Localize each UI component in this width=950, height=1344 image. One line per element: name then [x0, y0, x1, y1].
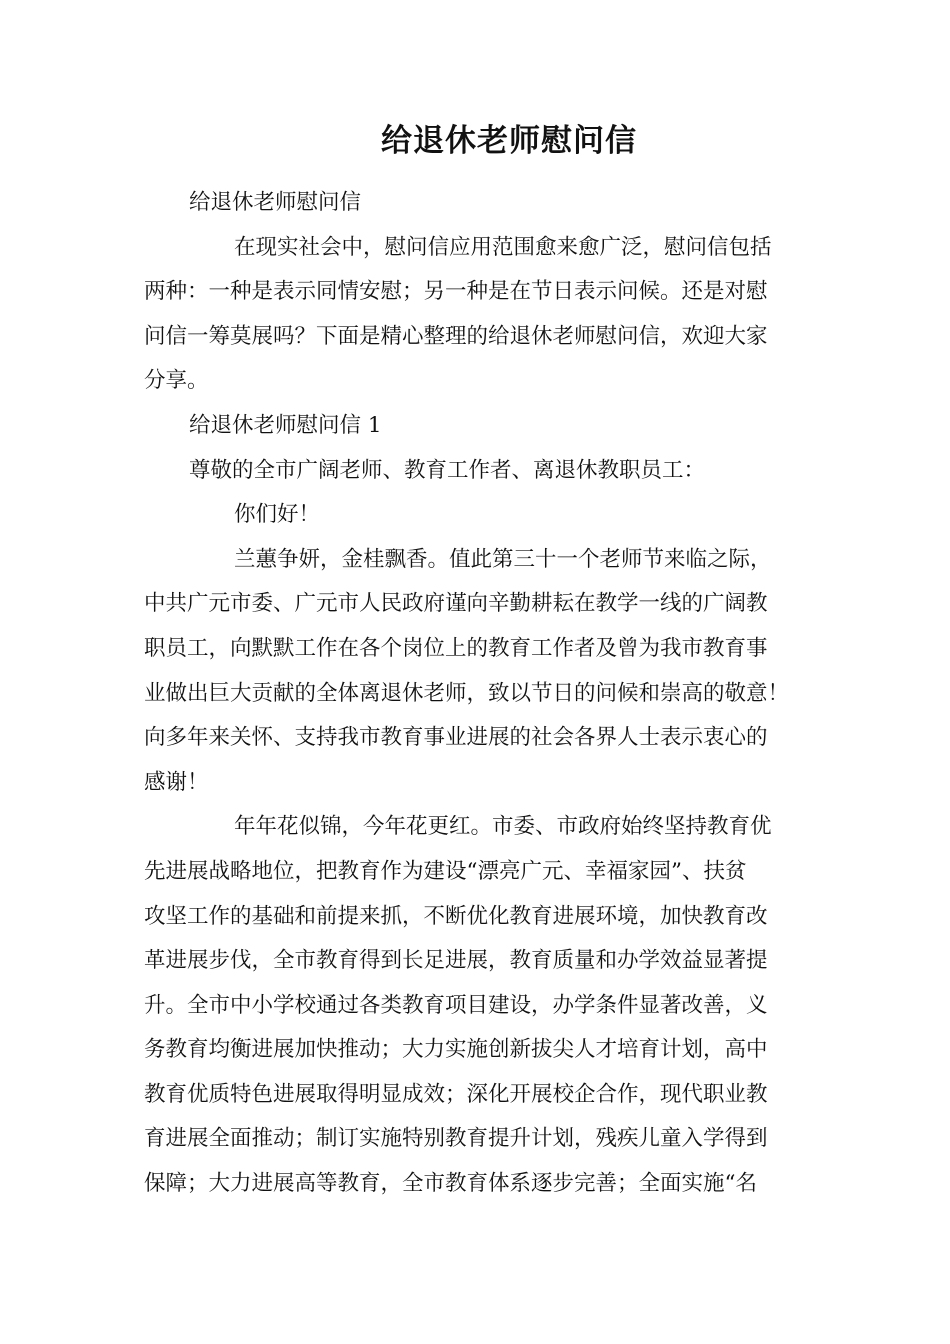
text-line: 教育优质特色进展取得明显成效；深化开展校企合作，现代职业教 [144, 1081, 768, 1107]
document-title: 给退休老师慰问信 [381, 123, 637, 159]
text-line: 给退休老师慰问信 1 [189, 412, 382, 438]
text-line: 两种：一种是表示同情安慰；另一种是在节日表示问候。还是对慰 [144, 279, 768, 305]
text-line: 保障；大力进展高等教育，全市教育体系逐步完善；全面实施“名 [144, 1171, 757, 1197]
text-line: 给退休老师慰问信 [189, 190, 362, 215]
text-line: 在现实社会中，慰问信应用范围愈来愈广泛，慰问信包括 [234, 234, 772, 260]
text-line: 革进展步伐，全市教育得到长足进展，教育质量和办学效益显著提 [144, 948, 768, 974]
text-line: 职员工，向默默工作在各个岗位上的教育工作者及曾为我市教育事 [144, 635, 768, 661]
text-line: 年年花似锦，今年花更红。市委、市政府始终坚持教育优 [234, 814, 772, 840]
text-line: 感谢！ [144, 769, 209, 795]
text-line: 分享。 [144, 368, 209, 394]
text-line: 兰蕙争妍，金桂飘香。值此第三十一个老师节来临之际， [234, 546, 772, 572]
text-line: 你们好！ [234, 502, 321, 528]
text-line: 问信一筹莫展吗？下面是精心整理的给退休老师慰问信，欢迎大家 [144, 323, 768, 349]
document-body [144, 181, 812, 1207]
text-line: 先进展战略地位，把教育作为建设“漂亮广元、幸福家园”、扶贫 [144, 858, 747, 884]
text-line: 育进展全面推动；制订实施特别教育提升计划，残疾儿童入学得到 [144, 1126, 768, 1152]
text-line: 业做出巨大贡献的全体离退休老师，致以节日的问候和崇高的敬意！ [144, 680, 790, 706]
text-line: 尊敬的全市广阔老师、教育工作者、离退休教职员工： [189, 457, 706, 483]
text-line: 务教育均衡进展加快推动；大力实施创新拔尖人才培育计划，高中 [144, 1037, 768, 1063]
text-line: 中共广元市委、广元市人民政府谨向辛勤耕耘在教学一线的广阔教 [144, 591, 768, 617]
text-line: 向多年来关怀、支持我市教育事业进展的社会各界人士表示衷心的 [144, 725, 768, 751]
text-line: 攻坚工作的基础和前提来抓，不断优化教育进展环境，加快教育改 [144, 903, 768, 929]
text-line: 升。全市中小学校通过各类教育项目建设，办学条件显著改善，义 [144, 992, 768, 1018]
